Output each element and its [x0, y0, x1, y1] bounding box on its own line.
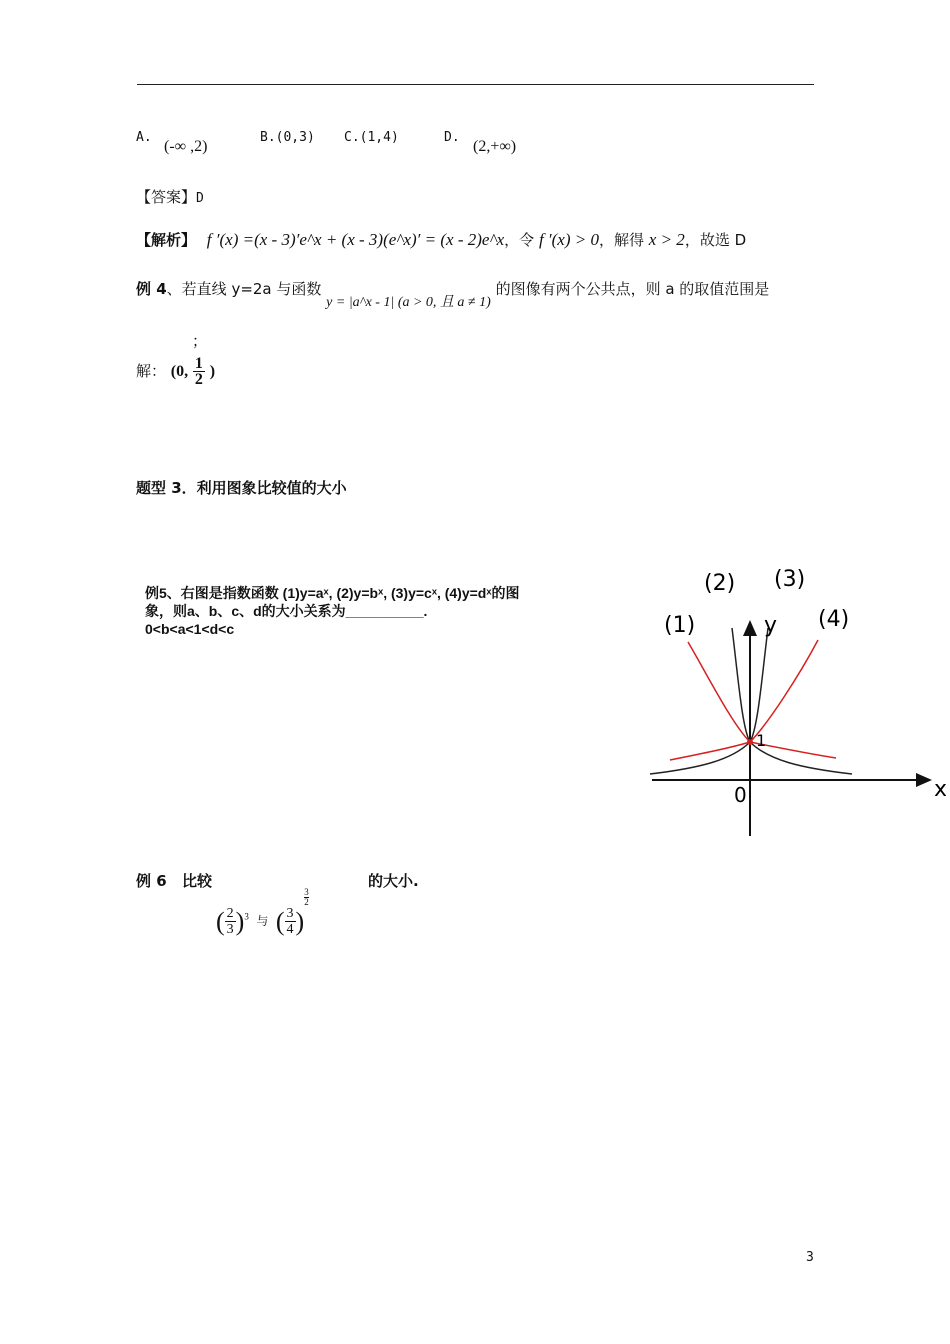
answer-line: [136, 186, 204, 207]
intersection-point: [747, 739, 753, 745]
analysis-label: 【解析】: [136, 231, 197, 249]
curve-label-3: (3): [774, 567, 806, 592]
fraction-2: [285, 906, 296, 937]
fraction-1: [225, 906, 236, 937]
analysis-cond: f ′(x) > 0: [538, 230, 599, 249]
analysis-tail: ，故选 D: [684, 231, 747, 249]
example6-mid: 与: [256, 914, 269, 928]
analysis-cond-prefix: ，令: [504, 231, 535, 249]
example4-text-b: 的图像有两个公共点，则 a 的取值范围是: [495, 280, 770, 298]
y-axis-arrow: [743, 620, 757, 636]
option-a-value: (-∞ ,2): [164, 138, 208, 155]
analysis-line: [136, 229, 746, 250]
example4-label: 例 4: [136, 280, 167, 298]
curve-label-1: (1): [664, 613, 696, 638]
example5-answer: 0<b<a<1<d<c: [145, 621, 235, 637]
example4-solution-label: 解：: [136, 362, 167, 380]
paren-open-1: (: [216, 906, 225, 936]
fraction-denominator: 2: [194, 371, 203, 388]
example4-function: y = |a^x - 1| (a > 0, 且 a ≠ 1): [326, 295, 491, 310]
exponent-2-num: 3: [304, 887, 309, 897]
paren-close-2: ): [295, 906, 305, 936]
example4-solution: [136, 356, 215, 387]
fraction-numerator: 1: [194, 355, 203, 372]
point-one-label: 1: [756, 731, 767, 750]
exponent-1: 3: [244, 911, 249, 922]
page-number: 3: [806, 1250, 814, 1265]
exponent-2: [304, 888, 309, 907]
option-c: C.(1,4): [344, 130, 399, 145]
curve-label-2: (2): [704, 571, 736, 596]
x-axis-arrow: [916, 773, 932, 787]
curve-label-4: (4): [818, 607, 850, 632]
example4-text-a: 、若直线 y=2a 与函数: [166, 280, 322, 298]
fraction-2-den: 4: [286, 922, 294, 938]
fraction-1-num: 2: [226, 906, 234, 922]
exponent-2-den: 2: [304, 897, 309, 907]
example4-solution-close: ): [209, 363, 216, 380]
example6-expression: [216, 888, 309, 937]
origin-label: 0: [734, 783, 747, 807]
example4-solution-fraction: [193, 356, 205, 387]
answer-label: 【答案】: [136, 188, 197, 206]
example6-label: 例 6: [136, 872, 167, 890]
example5-line2: 象，则a、b、c、d的大小关系为__________.: [145, 603, 428, 619]
analysis-solve-prefix: ，解得: [598, 231, 644, 249]
fraction-1-den: 3: [226, 922, 234, 938]
option-a-label: A.: [136, 130, 152, 145]
analysis-solve: x > 2: [648, 230, 685, 249]
option-d-value: (2,+∞): [473, 138, 517, 155]
header-rule: [137, 84, 814, 85]
curve-4-red: [670, 640, 818, 760]
paren-open-2: (: [275, 906, 285, 936]
example4-solution-open: (0,: [170, 363, 189, 380]
answer-value: D: [196, 191, 204, 206]
exponential-graph: [640, 556, 948, 841]
example5-line1: 例5、右图是指数函数 (1)y=aˣ, (2)y=bˣ, (3)y=cˣ, (4)y=dˣ的图: [145, 585, 520, 601]
option-d-label: D.: [444, 130, 460, 145]
x-axis-label: x: [934, 777, 948, 802]
option-b: B.(0,3): [260, 130, 315, 145]
analysis-formula: f ′(x) =(x - 3)′e^x + (x - 3)(e^x)′ = (x - 2)e^x: [206, 230, 505, 249]
example4-line: [136, 278, 770, 310]
example6-tail: 的大小.: [368, 872, 419, 890]
y-axis-label: y: [764, 613, 778, 638]
section3-title: 题型 3．利用图象比较值的大小: [136, 479, 347, 497]
example6-text: 比较: [182, 872, 213, 890]
fraction-2-num: 3: [286, 906, 294, 922]
example4-blank-end: ；: [192, 332, 208, 350]
paren-close-1: ): [235, 906, 245, 936]
